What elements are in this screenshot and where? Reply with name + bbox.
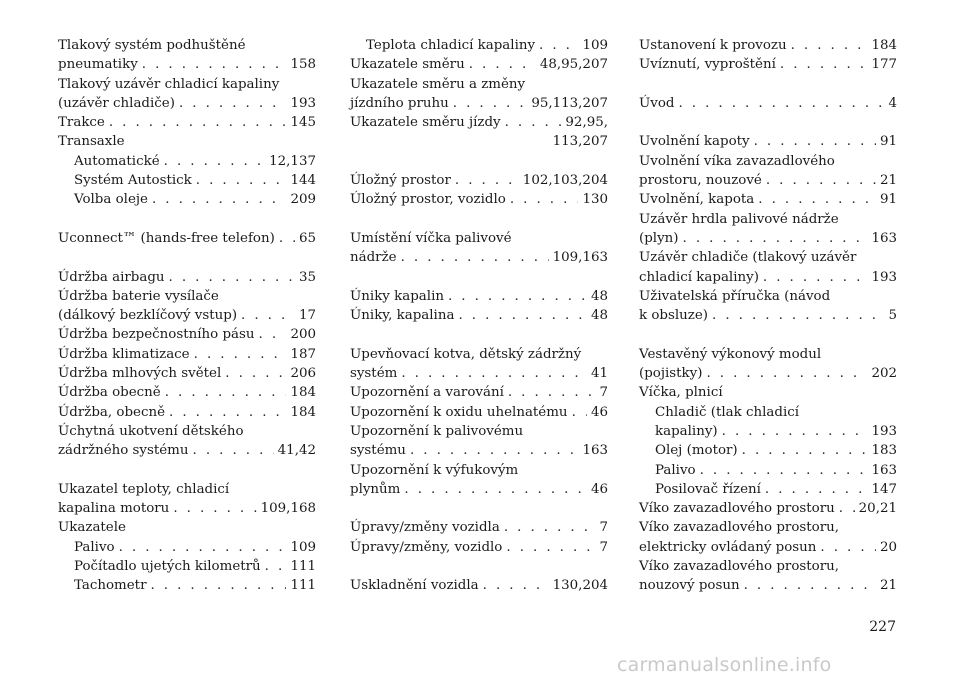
entry-term: Údržba airbagu bbox=[58, 269, 165, 285]
entry-page-ref: 163 bbox=[582, 443, 608, 459]
dot-leader bbox=[451, 171, 519, 190]
entry-term: nouzový posun bbox=[639, 578, 740, 594]
index-entry bbox=[58, 55, 316, 74]
index-entry bbox=[58, 499, 316, 518]
blank-line bbox=[639, 75, 897, 94]
entry-term: Systém Autostick bbox=[74, 173, 192, 189]
entry-term: Upozornění a varování bbox=[350, 385, 504, 401]
dot-leader bbox=[189, 441, 274, 460]
index-entry bbox=[58, 538, 316, 557]
dot-leader bbox=[500, 518, 596, 537]
index-entry bbox=[58, 325, 316, 344]
index-entry bbox=[350, 538, 608, 557]
dot-leader bbox=[679, 229, 868, 248]
index-column-3 bbox=[639, 36, 897, 596]
entry-page-ref: 183 bbox=[871, 443, 897, 459]
dot-leader bbox=[255, 325, 287, 344]
entry-page-ref: 46 bbox=[590, 404, 608, 420]
index-heading: Upevňovací kotva, dětský zádržný bbox=[350, 346, 582, 362]
dot-leader bbox=[444, 287, 587, 306]
dot-leader bbox=[397, 248, 549, 267]
index-heading: Víko zavazadlového prostoru, bbox=[639, 559, 839, 575]
entry-page-ref: 193 bbox=[290, 95, 316, 111]
dot-leader bbox=[479, 576, 549, 595]
entry-page-ref: 202 bbox=[871, 366, 897, 382]
index-entry bbox=[639, 132, 897, 151]
entry-page-ref: 163 bbox=[871, 230, 897, 246]
entry-term: (plyn) bbox=[639, 230, 679, 246]
blank-line bbox=[350, 210, 608, 229]
index-entry bbox=[58, 190, 316, 209]
entry-term: Počítadlo ujetých kilometrů bbox=[74, 559, 261, 575]
dot-leader bbox=[761, 480, 868, 499]
entry-term: Ukazatele směru bbox=[350, 57, 465, 73]
index-heading: Víko zavazadlového prostoru, bbox=[639, 520, 839, 536]
dot-leader bbox=[504, 383, 596, 402]
index-heading: Uživatelská příručka (návod bbox=[639, 288, 831, 304]
entry-term: Upozornění k oxidu uhelnatému bbox=[350, 404, 568, 420]
index-entry bbox=[639, 190, 897, 209]
entry-term: Úpravy/změny vozidla bbox=[350, 520, 500, 536]
blank-line bbox=[639, 325, 897, 344]
entry-page-ref: 109,168 bbox=[260, 501, 316, 517]
index-entry bbox=[58, 383, 316, 402]
dot-leader bbox=[400, 480, 587, 499]
blank-line bbox=[350, 557, 608, 576]
index-entry bbox=[58, 306, 316, 325]
index-entry bbox=[58, 268, 316, 287]
dot-leader bbox=[750, 132, 876, 151]
entry-term: Uvolnění, kapota bbox=[639, 192, 755, 208]
entry-page-ref: 35 bbox=[298, 269, 316, 285]
index-heading: Upozornění k palivovému bbox=[350, 423, 524, 439]
index-entry bbox=[639, 55, 897, 74]
index-heading: Uzávěr hrdla palivové nádrže bbox=[639, 211, 839, 227]
index-entry bbox=[350, 403, 608, 422]
index-column-1 bbox=[58, 36, 316, 596]
index-entry bbox=[639, 94, 897, 113]
entry-term: Víko zavazadlového prostoru bbox=[639, 501, 835, 517]
entry-page-ref: 4 bbox=[888, 95, 897, 111]
entry-term: k obsluze) bbox=[639, 308, 708, 324]
index-entry bbox=[58, 345, 316, 364]
dot-leader bbox=[535, 36, 578, 55]
index-entry bbox=[350, 94, 608, 113]
dot-leader bbox=[115, 538, 287, 557]
index-entry bbox=[58, 403, 316, 422]
entry-page-ref: 41,42 bbox=[277, 443, 316, 459]
index-entry bbox=[58, 229, 316, 248]
entry-page-ref: 20,21 bbox=[858, 501, 897, 517]
dot-leader bbox=[702, 364, 867, 383]
index-heading: Uvolnění víka zavazadlového bbox=[639, 153, 835, 169]
index-entry bbox=[350, 171, 608, 190]
entry-page-ref: 193 bbox=[871, 269, 897, 285]
entry-term: Úložný prostor, vozidlo bbox=[350, 192, 506, 208]
index-entry bbox=[350, 383, 608, 402]
entry-term: systému bbox=[350, 443, 406, 459]
dot-leader bbox=[740, 576, 876, 595]
entry-page-ref: 200 bbox=[290, 327, 316, 343]
entry-page-ref: 209 bbox=[290, 192, 316, 208]
entry-term: Uconnect™ (hands-free telefon) bbox=[58, 230, 275, 246]
entry-term: Tachometr bbox=[74, 578, 147, 594]
dot-leader bbox=[787, 36, 868, 55]
index-heading: Vestavěný výkonový modul bbox=[639, 346, 822, 362]
dot-leader bbox=[754, 190, 876, 209]
dot-leader bbox=[221, 364, 286, 383]
entry-page-ref: 163 bbox=[871, 462, 897, 478]
entry-page-ref: 184 bbox=[290, 404, 316, 420]
index-heading: Úchytná ukotvení dětského bbox=[58, 423, 244, 439]
dot-leader bbox=[816, 538, 876, 557]
entry-term: Uvolnění kapoty bbox=[639, 134, 750, 150]
entry-page-ref: 187 bbox=[290, 346, 316, 362]
index-heading: Tlakový uzávěr chladicí kapaliny bbox=[58, 76, 280, 92]
index-continuation: 113,207 bbox=[552, 134, 608, 150]
dot-leader bbox=[148, 190, 286, 209]
entry-page-ref: 65 bbox=[298, 230, 316, 246]
dot-leader bbox=[169, 499, 256, 518]
index-heading: Víčka, plnicí bbox=[639, 385, 723, 401]
entry-page-ref: 193 bbox=[871, 423, 897, 439]
dot-leader bbox=[146, 576, 286, 595]
entry-page-ref: 184 bbox=[871, 38, 897, 53]
blank-line bbox=[350, 325, 608, 344]
entry-term: Údržba mlhových světel bbox=[58, 366, 222, 382]
index-heading: Upozornění k výfukovým bbox=[350, 462, 519, 478]
entry-page-ref: 48 bbox=[590, 288, 608, 304]
index-entry bbox=[639, 538, 897, 557]
entry-term: elektricky ovládaný posun bbox=[639, 539, 817, 555]
entry-page-ref: 130 bbox=[582, 192, 608, 208]
index-entry bbox=[350, 113, 608, 132]
entry-page-ref: 21 bbox=[879, 173, 897, 189]
entry-term: Trakce bbox=[58, 115, 105, 131]
entry-term: Údržba klimatizace bbox=[58, 346, 190, 362]
index-entry bbox=[350, 248, 608, 267]
entry-page-ref: 130,204 bbox=[552, 578, 608, 594]
entry-term: Volba oleje bbox=[74, 192, 148, 208]
dot-leader bbox=[105, 113, 287, 132]
index-entry bbox=[350, 36, 608, 55]
index-entry bbox=[58, 113, 316, 132]
entry-term: nádrže bbox=[350, 250, 397, 266]
index-entry bbox=[350, 576, 608, 595]
index-heading: Tlakový systém podhuštěné bbox=[58, 38, 246, 53]
index-entry bbox=[639, 461, 897, 480]
entry-page-ref: 17 bbox=[298, 308, 316, 324]
blank-line bbox=[58, 461, 316, 480]
entry-term: Úniky kapalin bbox=[350, 288, 444, 304]
dot-leader bbox=[192, 171, 287, 190]
index-entry bbox=[639, 576, 897, 595]
entry-term: systém bbox=[350, 366, 398, 382]
index-entry bbox=[639, 171, 897, 190]
dot-leader bbox=[237, 306, 295, 325]
index-heading: Chladič (tlak chladicí bbox=[655, 404, 800, 420]
dot-leader bbox=[449, 94, 528, 113]
entry-page-ref: 109 bbox=[582, 38, 608, 53]
index-entry bbox=[639, 364, 897, 383]
index-entry bbox=[639, 229, 897, 248]
entry-page-ref: 7 bbox=[599, 385, 608, 401]
entry-term: Uskladnění vozidla bbox=[350, 578, 479, 594]
entry-page-ref: 144 bbox=[290, 173, 316, 189]
index-entry bbox=[639, 306, 897, 325]
dot-leader bbox=[708, 306, 884, 325]
entry-term: chladicí kapaliny) bbox=[639, 269, 759, 285]
entry-page-ref: 20 bbox=[879, 539, 897, 555]
blank-line bbox=[350, 152, 608, 171]
dot-leader bbox=[275, 229, 295, 248]
entry-page-ref: 91 bbox=[879, 192, 897, 208]
index-entry bbox=[58, 152, 316, 171]
entry-page-ref: 145 bbox=[290, 115, 316, 131]
index-entry bbox=[58, 557, 316, 576]
dot-leader bbox=[406, 441, 579, 460]
entry-term: Posilovač řízení bbox=[655, 481, 761, 497]
index-entry bbox=[639, 480, 897, 499]
entry-page-ref: 158 bbox=[290, 57, 316, 73]
entry-page-ref: 21 bbox=[879, 578, 897, 594]
dot-leader bbox=[138, 55, 287, 74]
entry-page-ref: 7 bbox=[599, 539, 608, 555]
index-entry bbox=[639, 499, 897, 518]
index-entry bbox=[639, 422, 897, 441]
entry-page-ref: 184 bbox=[290, 385, 316, 401]
index-entry bbox=[58, 576, 316, 595]
entry-term: Úpravy/změny, vozidlo bbox=[350, 539, 503, 555]
dot-leader bbox=[501, 113, 562, 132]
dot-leader bbox=[674, 94, 884, 113]
entry-page-ref: 147 bbox=[871, 481, 897, 497]
index-entry bbox=[58, 94, 316, 113]
blank-line bbox=[639, 113, 897, 132]
dot-leader bbox=[762, 171, 876, 190]
dot-leader bbox=[161, 383, 287, 402]
index-heading: Údržba baterie vysílače bbox=[58, 288, 219, 304]
dot-leader bbox=[696, 461, 868, 480]
entry-page-ref: 12,137 bbox=[269, 153, 316, 169]
dot-leader bbox=[506, 190, 579, 209]
entry-page-ref: 48,95,207 bbox=[539, 57, 608, 73]
entry-term: Ustanovení k provozu bbox=[639, 38, 787, 53]
index-entry bbox=[350, 55, 608, 74]
entry-page-ref: 48 bbox=[590, 308, 608, 324]
index-heading: Ukazatele bbox=[58, 520, 126, 536]
dot-leader bbox=[738, 441, 868, 460]
index-entry bbox=[58, 171, 316, 190]
dot-leader bbox=[502, 538, 595, 557]
index-heading: Uzávěr chladiče (tlakový uzávěr bbox=[639, 250, 857, 266]
entry-term: kapalina motoru bbox=[58, 501, 170, 517]
entry-term: Uvíznutí, vyproštění bbox=[639, 57, 776, 73]
dot-leader bbox=[165, 403, 286, 422]
dot-leader bbox=[718, 422, 868, 441]
entry-page-ref: 177 bbox=[871, 57, 897, 73]
dot-leader bbox=[776, 55, 868, 74]
entry-term: jízdního pruhu bbox=[350, 95, 449, 111]
index-entry bbox=[639, 36, 897, 55]
dot-leader bbox=[835, 499, 855, 518]
entry-term: (uzávěr chladiče) bbox=[58, 95, 175, 111]
entry-term: Teplota chladicí kapaliny bbox=[366, 38, 536, 53]
dot-leader bbox=[165, 268, 295, 287]
entry-term: (dálkový bezklíčový vstup) bbox=[58, 308, 238, 324]
watermark[interactable]: carmanualsonline.info bbox=[617, 654, 832, 676]
index-entry bbox=[350, 190, 608, 209]
entry-term: prostoru, nouzové bbox=[639, 173, 762, 189]
entry-term: plynům bbox=[350, 481, 401, 497]
index-entry bbox=[639, 441, 897, 460]
dot-leader bbox=[397, 364, 587, 383]
index-entry bbox=[350, 518, 608, 537]
entry-term: zádržného systému bbox=[58, 443, 189, 459]
entry-page-ref: 111 bbox=[290, 559, 316, 575]
blank-line bbox=[350, 499, 608, 518]
index-entry bbox=[350, 306, 608, 325]
entry-page-ref: 46 bbox=[590, 481, 608, 497]
index-entry bbox=[350, 441, 608, 460]
entry-page-ref: 41 bbox=[590, 366, 608, 382]
index-entry bbox=[58, 441, 316, 460]
entry-page-ref: 109,163 bbox=[552, 250, 608, 266]
entry-page-ref: 102,103,204 bbox=[522, 173, 608, 189]
entry-page-ref: 91 bbox=[879, 134, 897, 150]
blank-line bbox=[58, 210, 316, 229]
index-entry bbox=[639, 268, 897, 287]
entry-term: Údržba obecně bbox=[58, 385, 161, 401]
entry-page-ref: 5 bbox=[888, 308, 897, 324]
dot-leader bbox=[190, 345, 287, 364]
index-entry bbox=[350, 480, 608, 499]
entry-term: Automatické bbox=[74, 153, 160, 169]
entry-term: Úložný prostor bbox=[350, 173, 451, 189]
dot-leader bbox=[465, 55, 536, 74]
entry-term: Palivo bbox=[74, 539, 115, 555]
entry-term: kapaliny) bbox=[655, 423, 718, 439]
entry-page-ref: 111 bbox=[290, 578, 316, 594]
dot-leader bbox=[160, 152, 266, 171]
entry-term: Úvod bbox=[639, 95, 675, 111]
page-number: 227 bbox=[869, 619, 896, 635]
entry-term: Ukazatele směru jízdy bbox=[350, 115, 501, 131]
dot-leader bbox=[261, 557, 287, 576]
index-heading: Ukazatel teploty, chladicí bbox=[58, 481, 230, 497]
index-entry bbox=[350, 364, 608, 383]
index-column-2 bbox=[350, 36, 608, 596]
dot-leader bbox=[175, 94, 287, 113]
index-entry bbox=[350, 287, 608, 306]
entry-term: Olej (motor) bbox=[655, 443, 738, 459]
index-entry bbox=[58, 364, 316, 383]
entry-term: pneumatiky bbox=[58, 57, 138, 73]
entry-page-ref: 206 bbox=[290, 366, 316, 382]
index-heading: Umístění víčka palivové bbox=[350, 230, 512, 246]
index-heading: Transaxle bbox=[58, 134, 125, 150]
blank-line bbox=[350, 268, 608, 287]
blank-line bbox=[58, 248, 316, 267]
index-heading: Ukazatele směru a změny bbox=[350, 76, 526, 92]
dot-leader bbox=[568, 403, 587, 422]
entry-page-ref: 92,95, bbox=[565, 115, 608, 131]
entry-page-ref: 109 bbox=[290, 539, 316, 555]
entry-term: Palivo bbox=[655, 462, 696, 478]
entry-term: Úniky, kapalina bbox=[350, 308, 455, 324]
entry-term: (pojistky) bbox=[639, 366, 703, 382]
entry-page-ref: 7 bbox=[599, 520, 608, 536]
entry-term: Údržba, obecně bbox=[58, 404, 165, 420]
entry-term: Údržba bezpečnostního pásu bbox=[58, 327, 255, 343]
dot-leader bbox=[759, 268, 868, 287]
entry-page-ref: 95,113,207 bbox=[531, 95, 608, 111]
dot-leader bbox=[454, 306, 587, 325]
